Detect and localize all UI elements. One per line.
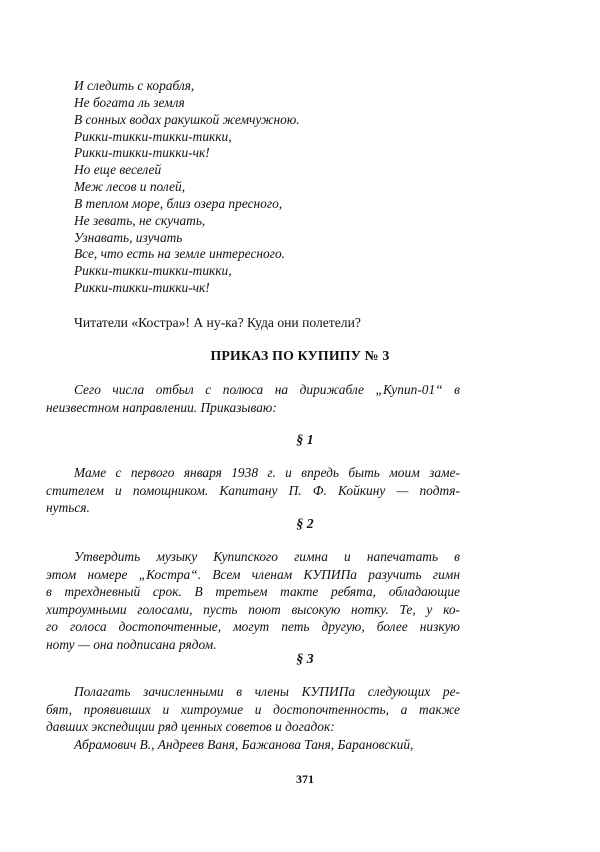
paragraph-line: этом номере „Костра“. Всем членам КУПИПа разучить гимн: [46, 566, 460, 582]
section-mark-3: § 3: [296, 651, 314, 666]
poem-line: Не богата ль земля: [74, 94, 185, 110]
poem-line: Рикки-тикки-тикки-тикки,: [74, 263, 232, 279]
section-mark-2: § 2: [296, 516, 314, 531]
poem-line: Узнавать, изучать: [74, 229, 183, 245]
section-1-paragraph: [46, 464, 460, 517]
poem-line: Меж лесов и полей,: [74, 179, 186, 195]
paragraph-line: Сего числа отбыл с полюса на дирижабле „Купип-01“ в: [74, 382, 460, 397]
poem-line: Рикки-тикки-тикки-тикки,: [74, 128, 232, 144]
paragraph-line: хитроумными голосами, пусть поют высокую нотку. Те, у ко-: [46, 601, 460, 617]
paragraph-line: нуться.: [46, 500, 90, 515]
poem-line: И следить с корабля,: [74, 78, 195, 93]
paragraph-line: Маме с первого января 1938 г. и впредь быть моим заме-: [74, 465, 460, 480]
poem-line: Все, что есть на земле интересного.: [74, 246, 286, 262]
paragraph-line: го голоса достопочтенные, могут петь другую, более низкую: [46, 619, 460, 634]
poem-line: Но еще веселей: [74, 162, 162, 178]
page-number: 371: [296, 772, 314, 786]
poem-line: В теплом море, близ озера пресного,: [74, 195, 283, 211]
section-3-paragraph: [46, 683, 460, 753]
order-title: ПРИКАЗ ПО КУПИПУ № 3: [210, 348, 390, 363]
paragraph-line: Утвердить музыку Купипского гимна и напечатать в: [74, 549, 460, 564]
section-2-paragraph: [46, 548, 460, 653]
paragraph-line: стителем и помощником. Капитану П. Ф. Койкину — подтя-: [46, 482, 460, 498]
poem-line: Рикки-тикки-тикки-чк!: [74, 145, 210, 161]
paragraph-line: Полагать зачисленными в члены КУПИПа следующих ре-: [74, 684, 460, 699]
paragraph-line: неизвестном направлении. Приказываю:: [46, 399, 277, 415]
paragraph-line: бят, проявивших и хитроумие и достопочтенность, а также: [46, 701, 460, 717]
poem-line: Не зевать, не скучать,: [74, 212, 206, 228]
section-mark-1: § 1: [296, 432, 314, 447]
paragraph-line: давших экспедиции ряд ценных советов и догадок:: [46, 719, 335, 734]
paragraph-line: Абрамович В., Андреев Ваня, Бажанова Таня, Барановский,: [74, 736, 414, 752]
order-intro-paragraph: [46, 381, 460, 416]
readers-question: Читатели «Костра»! А ну-ка? Куда они полетели?: [74, 315, 361, 330]
poem-line: В сонных водах ракушкой жемчужною.: [74, 111, 300, 127]
poem-line: Рикки-тикки-тикки-чк!: [74, 280, 210, 296]
poem-stanza: [74, 78, 474, 297]
paragraph-line: ноту — она подписана рядом.: [46, 636, 217, 652]
paragraph-line: в трехдневный срок. В третьем такте ребята, обладающие: [46, 584, 460, 599]
